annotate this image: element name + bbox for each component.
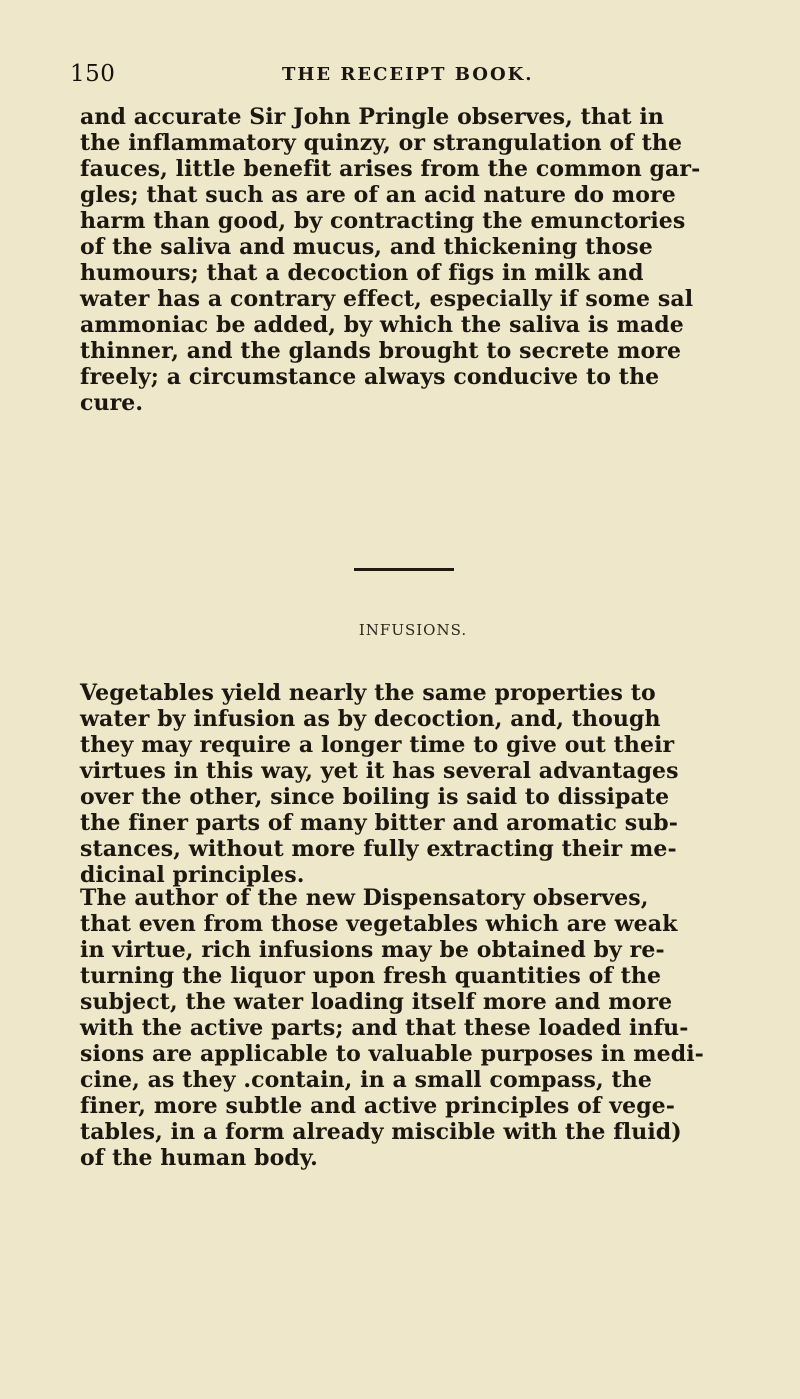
section-heading: INFUSIONS.: [358, 621, 468, 639]
section-divider: [354, 568, 454, 571]
page-header: [70, 60, 710, 88]
running-title: THE RECEIPT BOOK.: [282, 64, 534, 85]
body-paragraph: Vegetables yield nearly the same properties to water by infusion as by decoction, and, though they may require a longer time to give out their virtues in this way, yet it has several advantages over the other, since boiling is said to dissipate the finer parts of many bitter and aromatic sub- stances, without more fully extracting their me- dicinal principles.: [80, 680, 679, 888]
page-number: 150: [70, 61, 116, 87]
body-paragraph: and accurate Sir John Pringle observes, that in the inflammatory quinzy, or strangulation of the fauces, little benefit arises from the common gar- gles; that such as are of an acid nature do more harm than good, by contracting the emunctories of the saliva and mucus, and thickening those humours; that a decoction of figs in milk and water has a contrary effect, especially if some sal ammoniac be added, by which the saliva is made thinner, and the glands brought to secrete more freely; a circumstance always conducive to the cure.: [80, 104, 701, 416]
body-paragraph: The author of the new Dispensatory observes, that even from those vegetables which are weak in virtue, rich infusions may be obtained by re- turning the liquor upon fresh quantities of the subject, the water loading itself more and more with the active parts; and that these loaded infu- sions are applicable to valuable purposes in medi- cine, as they .contain, in a small compass, the finer, more subtle and active principles of vege- tables, in a form already miscible with the fluid) of the human body.: [80, 885, 704, 1171]
